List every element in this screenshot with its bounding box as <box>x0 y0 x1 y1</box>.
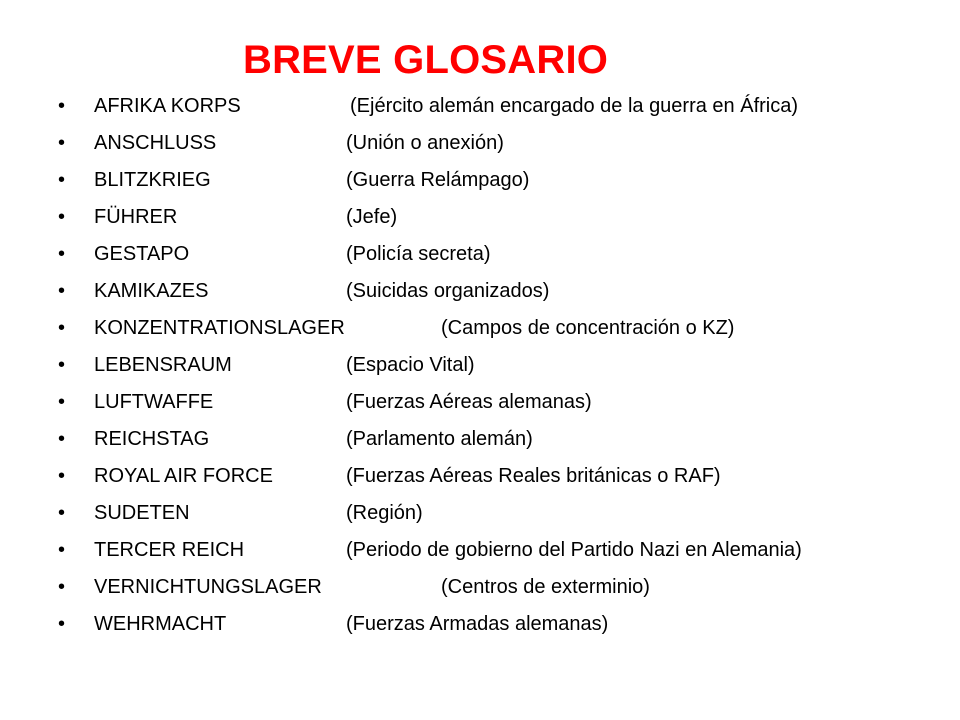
glossary-entry-wehrmacht <box>0 606 960 643</box>
glossary-term: TERCER REICH <box>94 539 245 561</box>
glossary-entry-reichstag <box>0 421 960 458</box>
glossary-definition: (Policía secreta) <box>346 243 491 265</box>
glossary-term: WEHRMACHT <box>94 613 227 635</box>
glossary-definition: (Centros de exterminio) <box>441 576 650 598</box>
glossary-term: LUFTWAFFE <box>94 391 214 413</box>
bullet-icon: • <box>58 391 66 413</box>
bullet-icon: • <box>58 428 66 450</box>
glossary-entry-gestapo <box>0 236 960 273</box>
glossary-list <box>0 88 960 643</box>
glossary-definition: (Fuerzas Aéreas alemanas) <box>346 391 592 413</box>
bullet-icon: • <box>58 317 66 339</box>
bullet-icon: • <box>58 243 66 265</box>
glossary-entry-luftwaffe <box>0 384 960 421</box>
glossary-entry-lebensraum <box>0 347 960 384</box>
glossary-term: VERNICHTUNGSLAGER <box>94 576 322 598</box>
glossary-definition: (Periodo de gobierno del Partido Nazi en Alemania) <box>346 539 802 561</box>
glossary-term: KAMIKAZES <box>94 280 209 302</box>
page-title: BREVE GLOSARIO <box>243 38 609 82</box>
glossary-term: BLITZKRIEG <box>94 169 211 191</box>
glossary-entry-kamikazes <box>0 273 960 310</box>
glossary-term: AFRIKA KORPS <box>94 95 241 117</box>
bullet-icon: • <box>58 280 66 302</box>
bullet-icon: • <box>58 95 66 117</box>
bullet-icon: • <box>58 354 66 376</box>
glossary-definition: (Campos de concentración o KZ) <box>441 317 735 339</box>
glossary-definition: (Jefe) <box>346 206 398 228</box>
glossary-entry-royal-air-force <box>0 458 960 495</box>
glossary-definition: (Parlamento alemán) <box>346 428 533 450</box>
glossary-entry-blitzkrieg <box>0 162 960 199</box>
bullet-icon: • <box>58 169 66 191</box>
glossary-definition: (Espacio Vital) <box>346 354 475 376</box>
glossary-term: SUDETEN <box>94 502 190 524</box>
glossary-definition: (Suicidas organizados) <box>346 280 550 302</box>
glossary-entry-anschluss <box>0 125 960 162</box>
glossary-term: GESTAPO <box>94 243 190 265</box>
glossary-entry-sudeten <box>0 495 960 532</box>
bullet-icon: • <box>58 539 66 561</box>
bullet-icon: • <box>58 576 66 598</box>
glossary-definition: (Guerra Relámpago) <box>346 169 530 191</box>
bullet-icon: • <box>58 613 66 635</box>
glossary-term: FÜHRER <box>94 206 178 228</box>
glossary-entry-konzentrationslager <box>0 310 960 347</box>
bullet-icon: • <box>58 132 66 154</box>
glossary-entry-tercer-reich <box>0 532 960 569</box>
bullet-icon: • <box>58 502 66 524</box>
glossary-definition: (Fuerzas Aéreas Reales británicas o RAF) <box>346 465 721 487</box>
bullet-icon: • <box>58 206 66 228</box>
glossary-definition: (Región) <box>346 502 423 524</box>
glossary-term: ROYAL AIR FORCE <box>94 465 273 487</box>
glossary-term: LEBENSRAUM <box>94 354 232 376</box>
glossary-entry-afrika-korps <box>0 88 960 125</box>
glossary-term: REICHSTAG <box>94 428 210 450</box>
glossary-term: KONZENTRATIONSLAGER <box>94 317 345 339</box>
bullet-icon: • <box>58 465 66 487</box>
glossary-definition: (Unión o anexión) <box>346 132 504 154</box>
glossary-term: ANSCHLUSS <box>94 132 217 154</box>
glossary-definition: (Ejército alemán encargado de la guerra en África) <box>350 95 799 117</box>
glossary-definition: (Fuerzas Armadas alemanas) <box>346 613 609 635</box>
glossary-entry-vernichtungslager <box>0 569 960 606</box>
glossary-entry-fuhrer <box>0 199 960 236</box>
